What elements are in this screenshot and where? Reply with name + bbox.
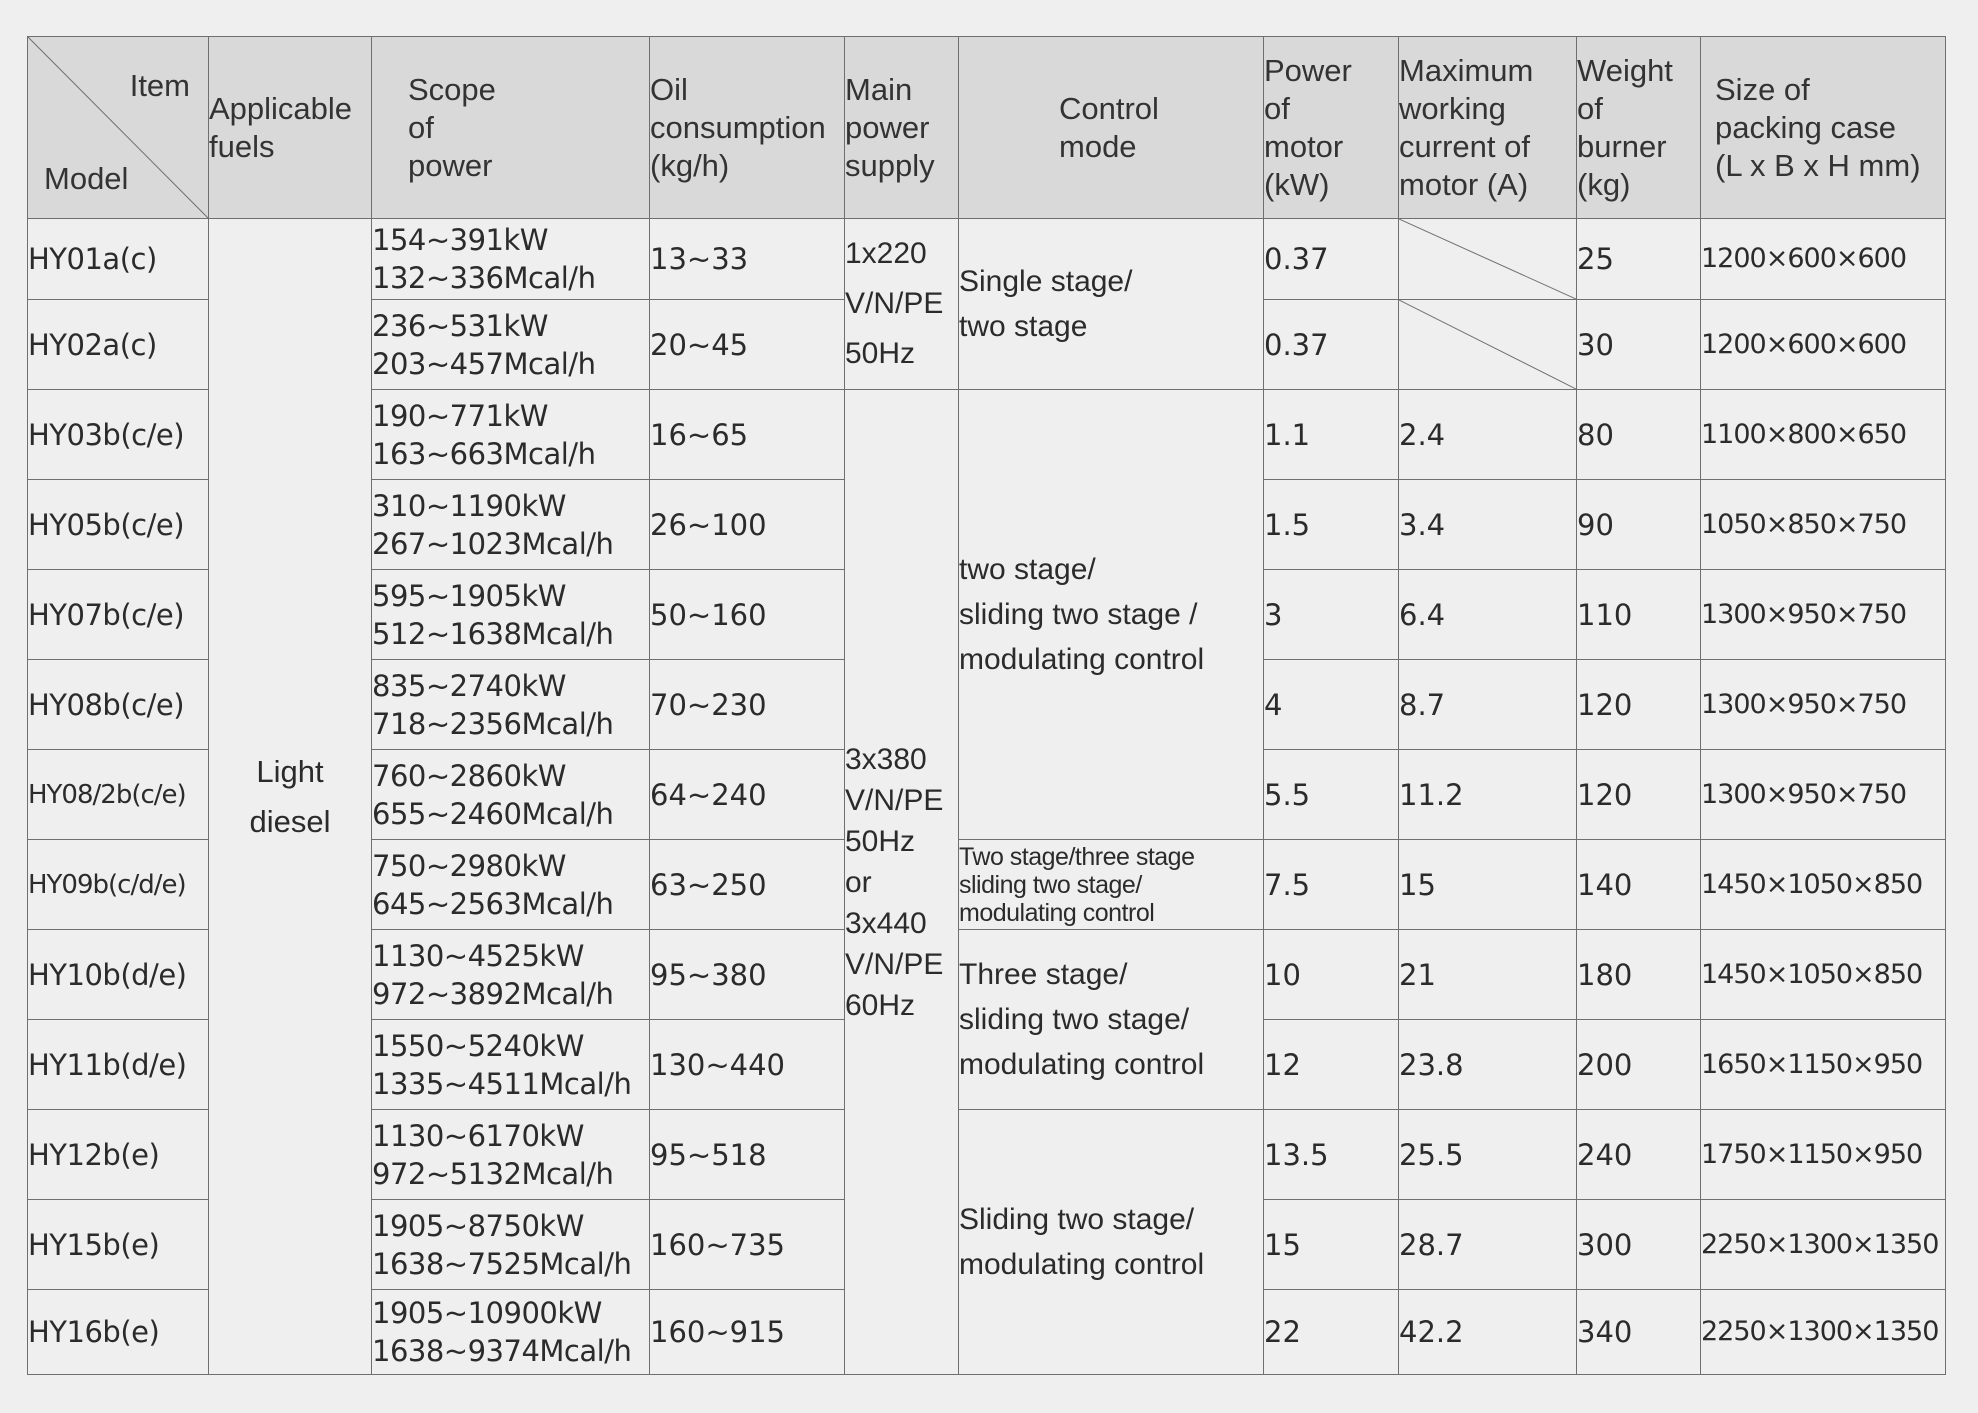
weight-cell: 120 [1577,660,1701,750]
motor-current-cell: 42.2 [1399,1290,1577,1375]
motor-current-cell: 6.4 [1399,570,1577,660]
oil-consumption-cell: 160~915 [650,1290,845,1375]
oil-consumption-cell: 64~240 [650,750,845,840]
motor-power-cell: 1.1 [1264,390,1399,480]
header-scope-of-power: Scope of power [372,37,650,219]
item-model-corner-header [28,37,209,219]
power-scope-cell: 1130~6170kW 972~5132Mcal/h [372,1110,650,1200]
table-row [28,219,1946,300]
oil-consumption-cell: 50~160 [650,570,845,660]
control-mode-cell: Single stage/ two stage [959,219,1264,390]
weight-cell: 180 [1577,930,1701,1020]
power-scope-cell: 760~2860kW 655~2460Mcal/h [372,750,650,840]
header-main-power-supply: Main power supply [845,37,959,219]
motor-power-cell: 15 [1264,1200,1399,1290]
size-cell: 1300×950×750 [1701,570,1946,660]
motor-current-cell: 21 [1399,930,1577,1020]
power-scope-cell: 190~771kW 163~663Mcal/h [372,390,650,480]
motor-power-cell: 1.5 [1264,480,1399,570]
header-control-mode: Control mode [959,37,1264,219]
size-cell: 1100×800×650 [1701,390,1946,480]
power-scope-cell: 595~1905kW 512~1638Mcal/h [372,570,650,660]
corner-item-label: Item [129,68,190,103]
motor-current-cell: 15 [1399,840,1577,930]
motor-power-cell: 0.37 [1264,219,1399,300]
weight-cell: 25 [1577,219,1701,300]
size-cell: 2250×1300×1350 [1701,1290,1946,1375]
header-oil-consumption: Oil consumption (kg/h) [650,37,845,219]
oil-consumption-cell: 130~440 [650,1020,845,1110]
power-scope-cell: 236~531kW 203~457Mcal/h [372,300,650,390]
motor-current-cell: 25.5 [1399,1110,1577,1200]
size-cell: 1450×1050×850 [1701,930,1946,1020]
power-scope-cell: 1130~4525kW 972~3892Mcal/h [372,930,650,1020]
model-cell: HY05b(c/e) [28,480,209,570]
power-supply-cell: 1x220 V/N/PE 50Hz [845,219,959,390]
oil-consumption-cell: 16~65 [650,390,845,480]
motor-current-cell: 2.4 [1399,390,1577,480]
size-cell: 1650×1150×950 [1701,1020,1946,1110]
header-max-working-current: Maximum working current of motor (A) [1399,37,1577,219]
model-cell: HY11b(d/e) [28,1020,209,1110]
size-cell: 1300×950×750 [1701,750,1946,840]
oil-consumption-cell: 95~380 [650,930,845,1020]
size-cell: 1050×850×750 [1701,480,1946,570]
weight-cell: 120 [1577,750,1701,840]
motor-power-cell: 22 [1264,1290,1399,1375]
weight-cell: 80 [1577,390,1701,480]
model-cell: HY02a(c) [28,300,209,390]
header-row [28,37,1946,219]
header-weight-of-burner: Weight of burner (kg) [1577,37,1701,219]
model-cell: HY07b(c/e) [28,570,209,660]
weight-cell: 30 [1577,300,1701,390]
model-cell: HY08b(c/e) [28,660,209,750]
model-cell: HY16b(e) [28,1290,209,1375]
oil-consumption-cell: 63~250 [650,840,845,930]
model-cell: HY03b(c/e) [28,390,209,480]
weight-cell: 140 [1577,840,1701,930]
motor-power-cell: 4 [1264,660,1399,750]
model-cell: HY08/2b(c/e) [28,750,209,840]
power-scope-cell: 1550~5240kW 1335~4511Mcal/h [372,1020,650,1110]
diagonal-slash [1399,300,1576,389]
control-mode-cell: Three stage/ sliding two stage/ modulating control [959,930,1264,1110]
weight-cell: 110 [1577,570,1701,660]
power-scope-cell: 750~2980kW 645~2563Mcal/h [372,840,650,930]
size-cell: 1200×600×600 [1701,219,1946,300]
burner-spec-table [27,36,1946,1375]
corner-model-label: Model [44,161,129,196]
power-scope-cell: 1905~8750kW 1638~7525Mcal/h [372,1200,650,1290]
power-scope-cell: 310~1190kW 267~1023Mcal/h [372,480,650,570]
size-cell: 1450×1050×850 [1701,840,1946,930]
oil-consumption-cell: 160~735 [650,1200,845,1290]
model-cell: HY12b(e) [28,1110,209,1200]
power-supply-cell: 3x380 V/N/PE 50Hz or 3x440 V/N/PE 60Hz [845,390,959,1375]
weight-cell: 90 [1577,480,1701,570]
motor-power-cell: 0.37 [1264,300,1399,390]
control-mode-cell: Two stage/three stage sliding two stage/ modulating control [959,840,1264,930]
motor-power-cell: 13.5 [1264,1110,1399,1200]
control-mode-cell: two stage/ sliding two stage / modulating control [959,390,1264,840]
model-cell: HY09b(c/d/e) [28,840,209,930]
weight-cell: 300 [1577,1200,1701,1290]
size-cell: 1300×950×750 [1701,660,1946,750]
size-cell: 1200×600×600 [1701,300,1946,390]
weight-cell: 340 [1577,1290,1701,1375]
motor-power-cell: 10 [1264,930,1399,1020]
weight-cell: 240 [1577,1110,1701,1200]
motor-power-cell: 5.5 [1264,750,1399,840]
motor-current-cell: 3.4 [1399,480,1577,570]
diagonal-slash [1399,219,1576,299]
size-cell: 1750×1150×950 [1701,1110,1946,1200]
size-cell: 2250×1300×1350 [1701,1200,1946,1290]
motor-power-cell: 3 [1264,570,1399,660]
model-cell: HY01a(c) [28,219,209,300]
oil-consumption-cell: 70~230 [650,660,845,750]
motor-power-cell: 12 [1264,1020,1399,1110]
motor-current-cell: 8.7 [1399,660,1577,750]
current-empty-cell [1399,300,1577,390]
motor-current-cell: 11.2 [1399,750,1577,840]
power-scope-cell: 1905~10900kW 1638~9374Mcal/h [372,1290,650,1375]
motor-power-cell: 7.5 [1264,840,1399,930]
weight-cell: 200 [1577,1020,1701,1110]
oil-consumption-cell: 95~518 [650,1110,845,1200]
oil-consumption-cell: 26~100 [650,480,845,570]
fuel-cell: Light diesel [209,219,372,1375]
current-empty-cell [1399,219,1577,300]
model-cell: HY10b(d/e) [28,930,209,1020]
header-applicable-fuels: Applicable fuels [209,37,372,219]
motor-current-cell: 28.7 [1399,1200,1577,1290]
header-power-of-motor: Power of motor (kW) [1264,37,1399,219]
header-size-of-packing-case: Size of packing case (L x B x H mm) [1701,37,1946,219]
oil-consumption-cell: 20~45 [650,300,845,390]
power-scope-cell: 835~2740kW 718~2356Mcal/h [372,660,650,750]
model-cell: HY15b(e) [28,1200,209,1290]
motor-current-cell: 23.8 [1399,1020,1577,1110]
power-scope-cell: 154~391kW 132~336Mcal/h [372,219,650,300]
control-mode-cell: Sliding two stage/ modulating control [959,1110,1264,1375]
oil-consumption-cell: 13~33 [650,219,845,300]
